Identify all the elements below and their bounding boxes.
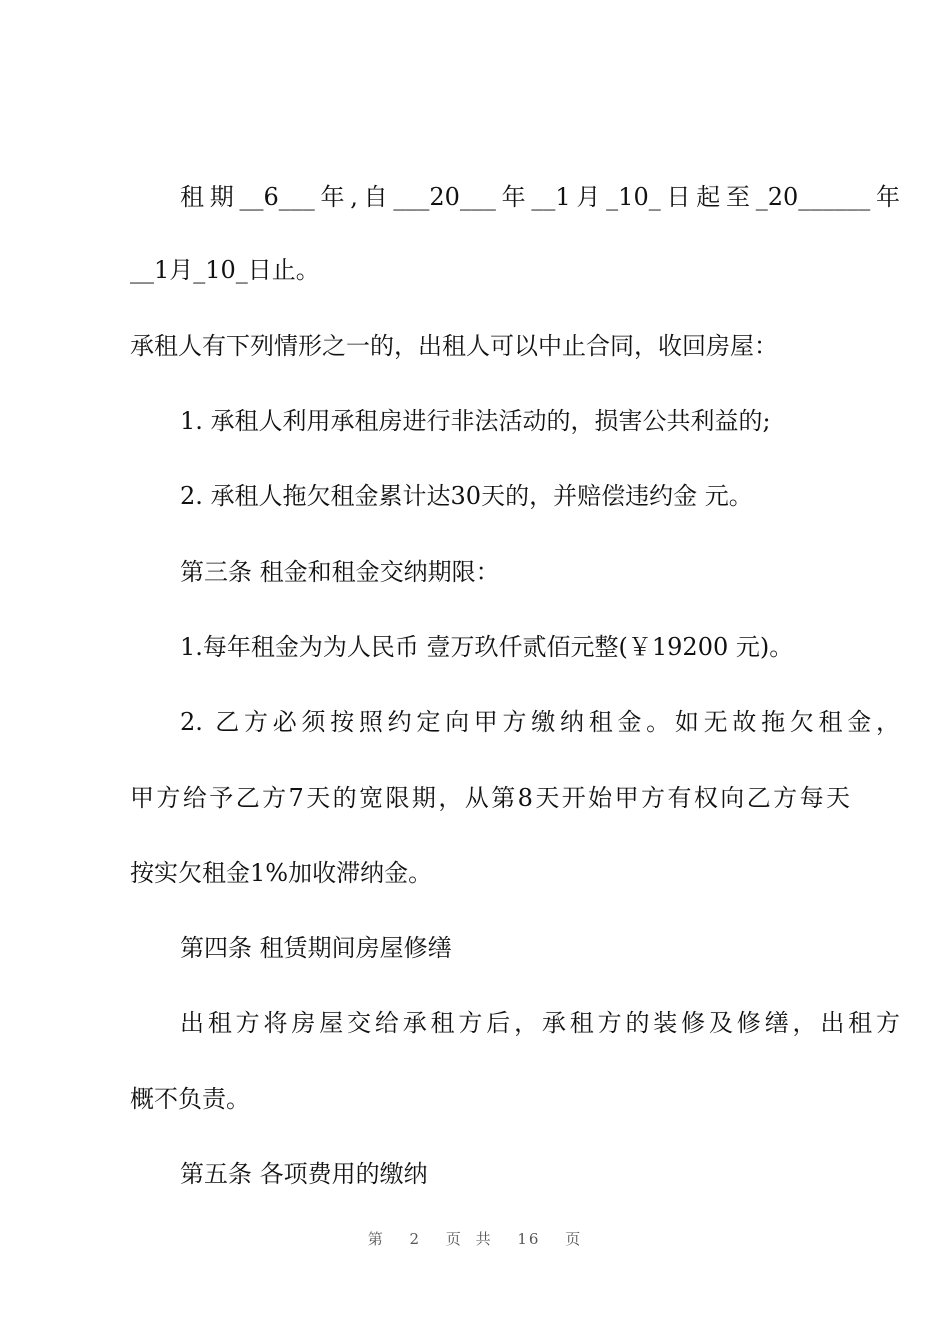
termination-conditions-heading: 承租人有下列情形之一的，出租人可以中止合同，收回房屋： <box>130 332 778 360</box>
page-footer <box>0 1228 950 1250</box>
page-label-mid: 页 共 <box>445 1230 493 1248</box>
lease-term-line: 租期__6___年,自___20___年__1月_10_日起至_20______年 <box>180 183 900 211</box>
grace-period-clause: 甲方给予乙方7天的宽限期，从第8天开始甲方有权向乙方每天 <box>130 784 850 812</box>
annual-rent-clause: 1.每年租金为为人民币 壹万玖仟贰佰元整(￥19200 元)。 <box>180 633 794 661</box>
article-4-heading: 第四条 租赁期间房屋修缮 <box>180 934 452 962</box>
termination-condition-1: 1. 承租人利用承租房进行非法活动的，损害公共利益的; <box>180 407 771 435</box>
repair-clause-end: 概不负责。 <box>130 1085 250 1113</box>
repair-clause: 出租方将房屋交给承租方后，承租方的装修及修缮，出租方 <box>180 1009 900 1037</box>
total-pages-number: 16 <box>517 1230 541 1248</box>
current-page-number: 2 <box>409 1230 422 1248</box>
article-3-heading: 第三条 租金和租金交纳期限： <box>180 558 500 586</box>
termination-condition-2: 2. 承租人拖欠租金累计达30天的，并赔偿违约金 元。 <box>180 482 753 510</box>
page-label-prefix: 第 <box>367 1230 385 1248</box>
late-fee-clause: 按实欠租金1%加收滞纳金。 <box>130 859 433 887</box>
lease-term-end-line: __1月_10_日止。 <box>130 256 320 284</box>
rent-payment-clause: 2. 乙方必须按照约定向甲方缴纳租金。如无故拖欠租金， <box>180 708 900 736</box>
article-5-heading: 第五条 各项费用的缴纳 <box>180 1160 428 1188</box>
page-label-suffix: 页 <box>565 1230 583 1248</box>
